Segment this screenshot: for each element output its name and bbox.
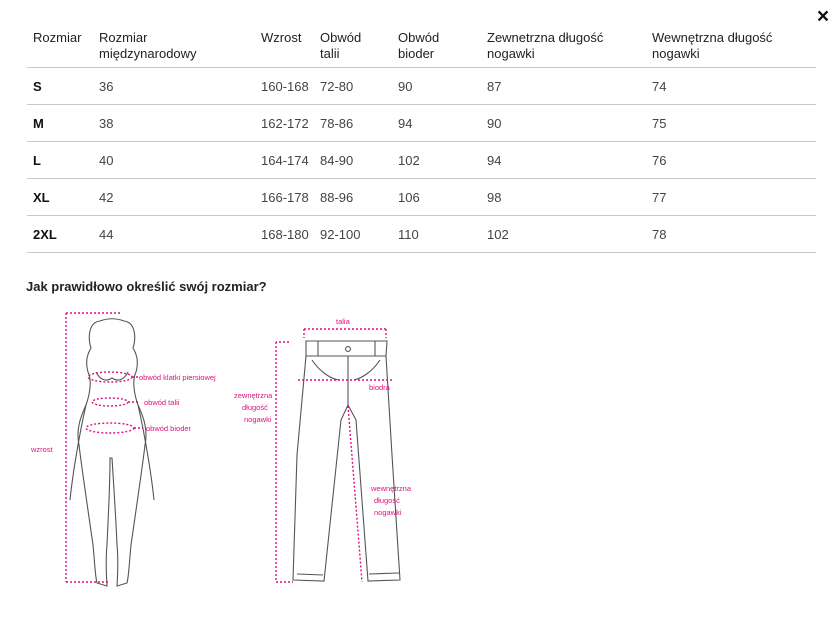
outer-length-cell: 102 [481,216,646,253]
size-cell: XL [27,179,93,216]
header-hips-line2: bioder [398,46,435,61]
inner-length-cell: 74 [646,68,816,105]
header-hips-line1: Obwód [398,30,440,45]
waist-cell: 78-86 [314,105,392,142]
inner-length-cell: 77 [646,179,816,216]
outer-length-label-line2: długość [242,403,268,412]
pants-hips-label: biodra [369,383,390,392]
header-outer-leg-length [481,28,646,68]
table-row [27,105,816,142]
waist-label: obwód talii [144,398,180,407]
inner-length-cell: 78 [646,216,816,253]
size-cell: S [27,68,93,105]
waist-cell: 84-90 [314,142,392,179]
inner-length-label-line3: nogawki [374,508,402,517]
chest-label: obwód klatki piersiowej [139,373,216,382]
height-indicator [66,313,122,582]
international-size-cell: 44 [93,216,255,253]
inner-length-label-line2: długość [374,496,400,505]
pants-figure [293,341,400,581]
header-outer-line2: nogawki [487,46,535,61]
size-cell: M [27,105,93,142]
body-measure-lines [86,372,143,433]
hips-cell: 94 [392,105,481,142]
international-size-cell: 36 [93,68,255,105]
outer-length-cell: 87 [481,68,646,105]
header-height [255,28,314,68]
header-international-size [93,28,255,68]
outer-length-label-line1: zewnętrzna [234,391,273,400]
height-cell: 160-168 [255,68,314,105]
size-table-header [27,28,816,68]
hips-cell: 106 [392,179,481,216]
size-cell: L [27,142,93,179]
height-cell: 168-180 [255,216,314,253]
header-inner-leg-length [646,28,816,68]
header-inner-line1: Wewnętrzna długość [652,30,773,45]
inner-length-cell: 75 [646,105,816,142]
pants-waist-label: talia [336,317,350,326]
size-cell: 2XL [27,216,93,253]
header-international-line1: Rozmiar [99,30,148,45]
height-cell: 166-178 [255,179,314,216]
waist-cell: 92-100 [314,216,392,253]
outer-length-cell: 98 [481,179,646,216]
hips-cell: 90 [392,68,481,105]
size-table [27,28,816,253]
header-international-line2: międzynarodowy [99,46,197,61]
height-cell: 164-174 [255,142,314,179]
body-figure [70,319,154,586]
outer-length-cell: 90 [481,105,646,142]
outer-length-cell: 94 [481,142,646,179]
inner-length-cell: 76 [646,142,816,179]
size-table-body [27,68,816,253]
international-size-cell: 38 [93,105,255,142]
table-row [27,68,816,105]
hips-cell: 102 [392,142,481,179]
height-cell: 162-172 [255,105,314,142]
waist-cell: 88-96 [314,179,392,216]
close-button[interactable]: × [816,5,830,28]
header-waist-line1: Obwód [320,30,362,45]
header-inner-line2: nogawki [652,46,700,61]
header-waist [314,28,392,68]
guide-heading: Jak prawidłowo określić swój rozmiar? [26,279,267,294]
measurement-diagram [0,300,460,600]
international-size-cell: 42 [93,179,255,216]
waist-cell: 72-80 [314,68,392,105]
header-size [27,28,93,68]
table-row [27,142,816,179]
height-label: wzrost [31,445,53,454]
inner-length-label-line1: wewnętrzna [371,484,412,493]
hips-label: obwód bioder [146,424,192,433]
outer-length-label-line3: nogawki [244,415,272,424]
international-size-cell: 40 [93,142,255,179]
table-row [27,179,816,216]
header-height-line1: Wzrost [261,30,302,45]
hips-cell: 110 [392,216,481,253]
table-row [27,216,816,253]
header-row [27,28,816,68]
header-outer-line1: Zewnetrzna długość [487,30,604,45]
header-hips [392,28,481,68]
header-size-line1: Rozmiar [33,30,82,45]
header-waist-line2: talii [320,46,340,61]
